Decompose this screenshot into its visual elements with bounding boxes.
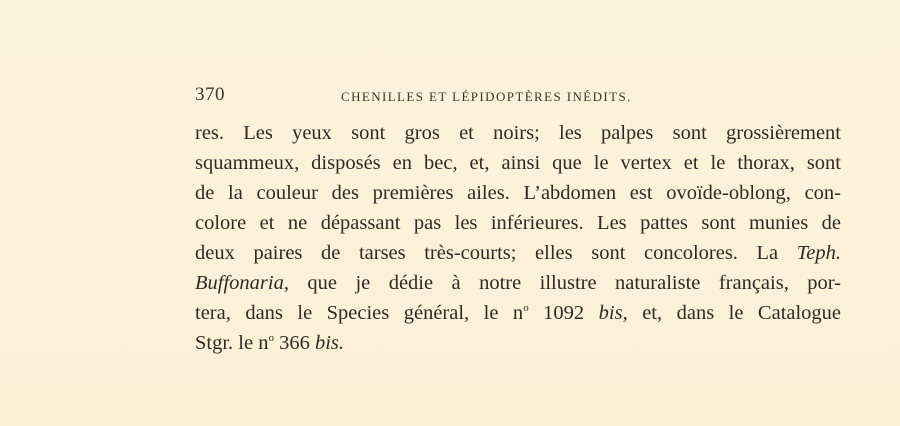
page-number: 370 (195, 84, 225, 105)
text-line-content: tera, dans le Species général, le n (195, 302, 524, 324)
catalogue-number: 366 (279, 332, 310, 354)
bis-label: bis, (598, 302, 628, 324)
text-line (195, 178, 841, 208)
species-name: Buffonaria, (195, 272, 289, 294)
numero-superscript: o (523, 302, 529, 315)
text-line (195, 328, 841, 358)
text-line-content: deux paires de tarses très-courts; elles sont concolores. La (195, 242, 779, 264)
text-line (195, 268, 841, 298)
text-line-content: colore et ne dépassant pas les inférieures. Les pattes sont munies de (195, 212, 841, 234)
text-line (195, 118, 841, 148)
species-number: 1092 (543, 302, 585, 324)
running-title: CHENILLES ET LÉPIDOPTÈRES INÉDITS. (341, 89, 632, 104)
text-line (195, 208, 841, 238)
text-line (195, 148, 841, 178)
text-line (195, 298, 841, 328)
body-text (195, 118, 841, 358)
numero-superscript: o (268, 332, 274, 345)
bis-label: bis. (314, 332, 345, 354)
page-header (195, 84, 841, 114)
text-line-content: de la couleur des premières ailes. L’abdomen est ovoïde-oblong, con- (195, 182, 841, 204)
species-genus-abbrev: Teph. (796, 242, 841, 264)
text-line-content: et, dans le Catalogue (642, 302, 841, 324)
text-line-content: Stgr. le n (195, 332, 269, 354)
text-line-content: squammeux, disposés en bec, et, ainsi que le vertex et le thorax, sont (195, 152, 841, 174)
text-line-content: que je dédie à notre illustre naturaliste français, por- (307, 272, 841, 294)
text-line (195, 238, 841, 268)
text-line-content: res. Les yeux sont gros et noirs; les palpes sont grossièrement (195, 122, 841, 144)
